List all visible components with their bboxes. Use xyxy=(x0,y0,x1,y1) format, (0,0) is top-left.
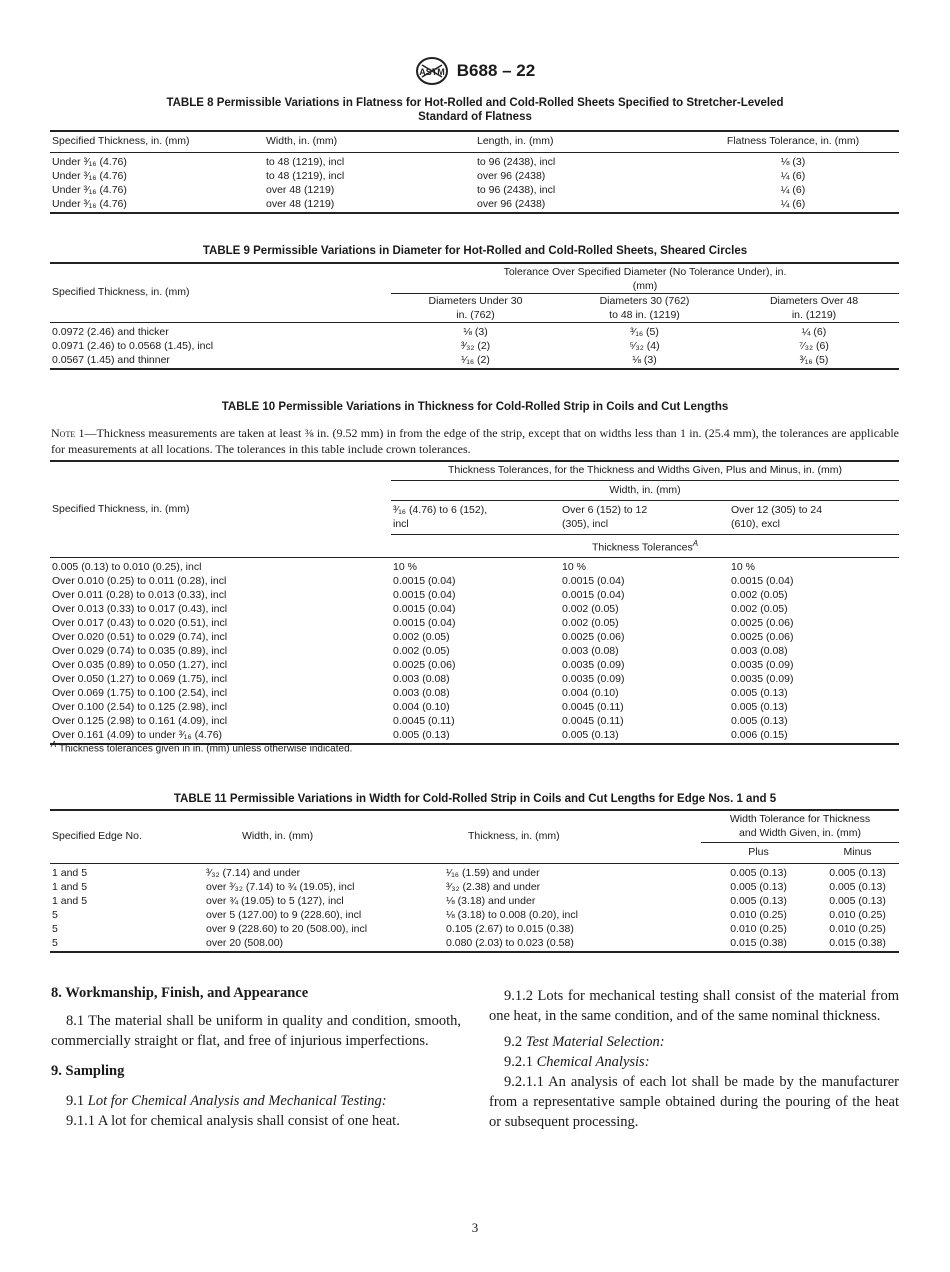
t9-row-cell: ¹⁄₁₆ (2) xyxy=(391,353,560,369)
right-column xyxy=(489,986,899,1132)
t8-header-flatness: Flatness Tolerance, in. (mm) xyxy=(687,131,899,152)
t10-row-cell: 0.003 (0.08) xyxy=(393,687,450,699)
t8-row-cell: ¼ (6) xyxy=(687,197,899,213)
t11-row-cell: ³⁄₃₂ (7.14) and under xyxy=(206,866,301,879)
t10-row-cell: Over 0.010 (0.25) to 0.011 (0.28), incl xyxy=(52,575,227,587)
t10-row-cell: 0.005 (0.13) xyxy=(731,701,788,713)
t10-row-cell: 0.004 (0.10) xyxy=(562,687,619,699)
t11-row-cell: 0.010 (0.25) xyxy=(730,922,787,935)
t11-row-cell: over 9 (228.60) to 20 (508.00), incl xyxy=(206,922,368,935)
t11-row-cell: 0.005 (0.13) xyxy=(829,866,886,879)
t10-row-cell: 0.0025 (0.06) xyxy=(731,631,794,643)
t11-row-cell: 5 xyxy=(52,908,58,921)
t10-row-cell: 0.003 (0.08) xyxy=(562,645,619,657)
t10-row-cell: Over 0.011 (0.28) to 0.013 (0.33), incl xyxy=(52,589,227,601)
t9-row-cell: ¼ (6) xyxy=(801,326,827,338)
t8-header-length: Length, in. (mm) xyxy=(475,131,687,152)
t10-row-cell: Over 0.125 (2.98) to 0.161 (4.09), incl xyxy=(52,715,228,727)
t8-row-cell: Under ³⁄₁₆ (4.76) xyxy=(52,183,127,196)
t11-row xyxy=(50,880,899,894)
t11-row-cell: over 5 (127.00) to 9 (228.60), incl xyxy=(206,908,362,921)
t9-row-cell: ³⁄₁₆ (5) xyxy=(729,353,899,369)
t11-row-cell: 1 and 5 xyxy=(52,880,88,893)
t11-header-tolerance: Width Tolerance for Thickness and Width Given, in. (mm) xyxy=(701,810,899,843)
t9-header-tolerance xyxy=(391,263,899,294)
t11-header-minus: Minus xyxy=(816,843,899,864)
t8-row-cell: Under ³⁄₁₆ (4.76) xyxy=(50,197,264,213)
t10-row-cell: 0.005 (0.13) xyxy=(731,687,788,699)
t8-row xyxy=(50,152,899,169)
t10-header-width-col2: Over 6 (152) to 12 (305), incl xyxy=(560,501,729,535)
t9-row-cell: ⁷⁄₃₂ (6) xyxy=(799,340,829,352)
table10-note-label: Note 1 xyxy=(51,426,85,440)
t9-header-dia-under-30: Diameters Under 30 in. (762) xyxy=(391,294,560,323)
t8-row-cell: ¼ (6) xyxy=(780,169,806,182)
para-9-2-1: 9.2.1 Chemical Analysis: xyxy=(504,1054,650,1070)
t10-row xyxy=(50,700,899,714)
table10-caption: TABLE 10 Permissible Variations in Thickness for Cold-Rolled Strip in Coils and Cut Lengths xyxy=(221,401,729,413)
t11-header-edge: Specified Edge No. xyxy=(50,810,206,863)
t10-row xyxy=(50,686,899,700)
t11-row-cell: over 20 (508.00) xyxy=(206,936,446,952)
t10-row-cell: 0.0015 (0.04) xyxy=(393,575,456,587)
t9-row-cell: 0.0971 (2.46) to 0.0568 (1.45), incl xyxy=(52,340,214,352)
t11-row-cell: 0.080 (2.03) to 0.023 (0.58) xyxy=(446,936,701,952)
t9-header-dia-over-48: Diameters Over 48 in. (1219) xyxy=(729,294,899,323)
left-column xyxy=(51,983,461,1131)
table10-note xyxy=(51,425,899,457)
t8-row xyxy=(50,183,899,197)
t10-row-cell: 0.0045 (0.11) xyxy=(562,701,624,713)
t10-row-cell: 0.0025 (0.06) xyxy=(562,631,625,643)
para-9-2-1-1: 9.2.1.1 An analysis of each lot shall be made by the manufacturer from a representative sample obtained during the pouring of the heat or subsequent processing. xyxy=(489,1074,899,1130)
t10-row-cell: 0.003 (0.08) xyxy=(731,645,788,657)
para-9-1-1: 9.1.1 A lot for chemical analysis shall consist of one heat. xyxy=(66,1113,400,1129)
standard-designation: B688 – 22 xyxy=(456,61,536,80)
t11-row-cell: 0.010 (0.25) xyxy=(730,908,787,921)
t11-row-cell: 0.015 (0.38) xyxy=(816,936,899,952)
t9-row-cell: 0.0567 (1.45) and thinner xyxy=(50,353,391,369)
table8-caption-line2: Standard of Flatness xyxy=(418,111,532,123)
table10-footnote: $^A$ Thickness tolerances given in in. (mm) unless otherwise indicated. xyxy=(51,740,353,755)
para-8-1: 8.1 The material shall be uniform in quality and condition, smooth, commercially straight or flat, and free of injurious imperfections. xyxy=(51,1013,461,1049)
t10-header-group: Thickness Tolerances, for the Thickness and Widths Given, Plus and Minus, in. (mm) xyxy=(391,461,899,480)
t9-row-cell: ⅛ (3) xyxy=(463,326,488,338)
para-9-1: 9.1 Lot for Chemical Analysis and Mechanical Testing: xyxy=(66,1093,387,1109)
t10-row-cell: Over 0.013 (0.33) to 0.017 (0.43), incl xyxy=(52,603,228,615)
document-header xyxy=(0,56,950,86)
t10-row xyxy=(50,630,899,644)
t10-row-cell: Over 0.100 (2.54) to 0.125 (2.98), incl xyxy=(52,701,228,713)
t8-header-width: Width, in. (mm) xyxy=(264,131,475,152)
t10-row-cell: Over 0.069 (1.75) to 0.100 (2.54), incl xyxy=(52,687,228,699)
t11-row xyxy=(50,908,899,922)
t11-row-cell: 0.005 (0.13) xyxy=(730,866,787,879)
t10-header-width: Width, in. (mm) xyxy=(391,480,899,501)
t11-row-cell: 5 xyxy=(50,936,206,952)
t10-row-cell: 0.002 (0.05) xyxy=(731,589,788,601)
table8-caption-line1: TABLE 8 Permissible Variations in Flatness for Hot-Rolled and Cold-Rolled Sheets Specified to Stretcher-Leveled xyxy=(166,97,784,109)
t10-row xyxy=(50,574,899,588)
t10-row xyxy=(50,672,899,686)
table11-caption: TABLE 11 Permissible Variations in Width for Cold-Rolled Strip in Coils and Cut Lengths for Edge Nos. 1 and 5 xyxy=(173,793,777,805)
t10-row xyxy=(50,616,899,630)
t10-row-cell: 0.0035 (0.09) xyxy=(731,659,794,671)
t10-row-cell: 0.0035 (0.09) xyxy=(562,659,625,671)
t9-header-tolerance-line1: Tolerance Over Specified Diameter (No Tolerance Under), in. xyxy=(503,266,787,278)
t9-row-cell: ³⁄₁₆ (5) xyxy=(630,326,659,338)
t11-header-width: Width, in. (mm) xyxy=(206,810,446,863)
t10-row-cell: 0.004 (0.10) xyxy=(393,701,450,713)
t10-row-cell: Over 0.050 (1.27) to 0.069 (1.75), incl xyxy=(52,673,228,685)
t10-row-cell: Over 0.035 (0.89) to 0.050 (1.27), incl xyxy=(52,659,228,671)
t11-row-cell: over ³⁄₃₂ (7.14) to ¾ (19.05), incl xyxy=(206,880,355,893)
t11-row-cell: 0.010 (0.25) xyxy=(829,922,886,935)
logo-text: ASTM xyxy=(419,67,445,77)
t10-row-cell: 0.005 (0.13) xyxy=(391,728,560,744)
t9-header-tolerance-line2: (mm) xyxy=(632,279,658,292)
t11-row-cell: 0.015 (0.38) xyxy=(701,936,816,952)
t10-row-cell: 0.002 (0.05) xyxy=(731,603,788,615)
t10-row-cell: Over 0.161 (4.09) to under ³⁄₁₆ (4.76) xyxy=(50,728,391,744)
t10-row-cell: 10 % xyxy=(731,561,755,573)
t10-row-cell: 0.0025 (0.06) xyxy=(731,617,794,629)
table8 xyxy=(50,130,899,214)
t10-row-cell: 0.0035 (0.09) xyxy=(731,673,794,685)
t10-row-cell: 10 % xyxy=(393,561,417,573)
t11-row xyxy=(50,936,899,952)
astm-logo-icon xyxy=(415,56,449,86)
t9-row-cell: ⁵⁄₃₂ (4) xyxy=(629,340,660,352)
t10-row-cell: 0.0015 (0.04) xyxy=(731,575,794,587)
t10-row xyxy=(50,558,899,575)
table10-note-text: —Thickness measurements are taken at least ⅜ in. (9.52 mm) in from the edge of the strip, except that on widths less than 1 in. (25.4 mm), the tolerances are applicable for measurements at all locations. The tolerances in this table include crown tolerances. xyxy=(51,426,900,456)
t8-row-cell: over 48 (1219) xyxy=(264,197,475,213)
section-8-heading: 8. Workmanship, Finish, and Appearance xyxy=(51,985,309,1001)
t10-row-cell: 0.0015 (0.04) xyxy=(393,617,456,629)
t10-row-cell: 0.0035 (0.09) xyxy=(562,673,625,685)
t8-row xyxy=(50,169,899,183)
t10-row-cell: 0.005 (0.13) to 0.010 (0.25), incl xyxy=(52,561,202,573)
t10-row-cell: Over 0.017 (0.43) to 0.020 (0.51), incl xyxy=(52,617,228,629)
t9-row-cell: ⅛ (3) xyxy=(560,353,729,369)
t9-header-thickness: Specified Thickness, in. (mm) xyxy=(50,263,391,323)
t11-row xyxy=(50,894,899,908)
t10-row-cell: 0.002 (0.05) xyxy=(562,603,619,615)
t9-row xyxy=(50,323,899,340)
para-9-1-2: 9.1.2 Lots for mechanical testing shall consist of the material from one heat, in the same condition, and of the same nominal thickness. xyxy=(489,988,899,1024)
t8-row xyxy=(50,197,899,213)
t10-header-width-col1: ³⁄₁₆ (4.76) to 6 (152), incl xyxy=(391,501,560,535)
t10-row xyxy=(50,588,899,602)
t11-row-cell: ¹⁄₁₆ (1.59) and under xyxy=(446,866,540,879)
t11-row-cell: 0.005 (0.13) xyxy=(829,880,886,893)
t10-row-cell: Over 0.020 (0.51) to 0.029 (0.74), incl xyxy=(52,631,228,643)
t8-row-cell: Under ³⁄₁₆ (4.76) xyxy=(52,169,127,182)
t8-row-cell: ¼ (6) xyxy=(780,183,806,196)
t11-row-cell: ⅛ (3.18) and under xyxy=(446,894,536,907)
table10 xyxy=(50,460,899,745)
t11-row-cell: 1 and 5 xyxy=(52,866,88,879)
table11 xyxy=(50,809,899,953)
t10-header-tolerances: Thickness Tolerances$^A$ xyxy=(391,535,899,558)
t10-row xyxy=(50,658,899,672)
t8-row-cell: Under ³⁄₁₆ (4.76) xyxy=(52,155,127,168)
t10-row-cell: 0.0045 (0.11) xyxy=(562,715,624,727)
t10-row-cell: Over 0.029 (0.74) to 0.035 (0.89), incl xyxy=(52,645,228,657)
t11-row-cell: 0.005 (0.13) xyxy=(730,880,787,893)
t10-row-cell: 0.002 (0.05) xyxy=(393,631,450,643)
table9 xyxy=(50,262,899,370)
t8-row-cell: to 48 (1219), incl xyxy=(266,169,345,182)
t8-row-cell: over 48 (1219) xyxy=(266,183,335,196)
t10-row-cell: 0.002 (0.05) xyxy=(393,645,450,657)
t10-row-cell: 0.0015 (0.04) xyxy=(393,603,456,615)
t11-header-thickness: Thickness, in. (mm) xyxy=(446,810,701,863)
para-9-2: 9.2 Test Material Selection: xyxy=(504,1034,665,1050)
t11-row-cell: over ¾ (19.05) to 5 (127), incl xyxy=(206,894,344,907)
t10-header-width-col3: Over 12 (305) to 24 (610), excl xyxy=(729,501,899,535)
t11-row-cell: 0.105 (2.67) to 0.015 (0.38) xyxy=(446,922,574,935)
t10-row-cell: 0.0025 (0.06) xyxy=(393,659,456,671)
t11-row-cell: ⅛ (3.18) to 0.008 (0.20), incl xyxy=(446,908,578,921)
t11-row xyxy=(50,922,899,936)
table9-caption: TABLE 9 Permissible Variations in Diameter for Hot-Rolled and Cold-Rolled Sheets, Sheared Circles xyxy=(202,245,748,257)
table8-caption xyxy=(52,96,898,124)
t10-row-cell: 0.0015 (0.04) xyxy=(562,575,625,587)
t8-header-thickness: Specified Thickness, in. (mm) xyxy=(50,131,264,152)
t11-row-cell: 1 and 5 xyxy=(52,894,88,907)
t8-row-cell: to 48 (1219), incl xyxy=(266,155,345,168)
t9-row xyxy=(50,353,899,369)
t10-row-cell: 0.003 (0.08) xyxy=(393,673,450,685)
t8-row-cell: to 96 (2438), incl xyxy=(477,155,556,168)
t10-row xyxy=(50,714,899,728)
t11-row xyxy=(50,863,899,880)
t11-header-plus: Plus xyxy=(701,843,816,864)
t10-row-cell: 0.002 (0.05) xyxy=(562,617,619,629)
t10-row-cell: 0.0015 (0.04) xyxy=(393,589,456,601)
t8-row-cell: over 96 (2438) xyxy=(477,169,546,182)
t11-row-cell: 5 xyxy=(52,922,58,935)
page-number: 3 xyxy=(471,1220,479,1235)
t11-row-cell: 0.005 (0.13) xyxy=(730,894,787,907)
t10-row-cell: 0.0015 (0.04) xyxy=(562,589,625,601)
t9-header-dia-30-48: Diameters 30 (762) to 48 in. (1219) xyxy=(560,294,729,323)
t8-row-cell: over 96 (2438) xyxy=(475,197,687,213)
t10-row-cell: 0.0045 (0.11) xyxy=(393,715,455,727)
t10-row-cell: 0.005 (0.13) xyxy=(731,715,788,727)
t9-row xyxy=(50,339,899,353)
t11-row-cell: 0.005 (0.13) xyxy=(829,894,886,907)
t11-row-cell: 0.010 (0.25) xyxy=(829,908,886,921)
t9-row-cell: 0.0972 (2.46) and thicker xyxy=(52,326,169,338)
t8-row-cell: to 96 (2438), incl xyxy=(477,183,556,196)
t9-row-cell: ³⁄₃₂ (2) xyxy=(460,340,491,352)
section-9-heading: 9. Sampling xyxy=(51,1063,125,1079)
t10-row xyxy=(50,602,899,616)
t11-row-cell: ³⁄₃₂ (2.38) and under xyxy=(446,880,541,893)
t10-row-cell: 10 % xyxy=(562,561,586,573)
t10-row xyxy=(50,644,899,658)
t10-row-cell: 0.005 (0.13) xyxy=(560,728,729,744)
t8-row-cell: ⅛ (3) xyxy=(780,155,806,168)
t10-header-thickness: Specified Thickness, in. (mm) xyxy=(50,461,391,558)
t10-row-cell: 0.006 (0.15) xyxy=(729,728,899,744)
